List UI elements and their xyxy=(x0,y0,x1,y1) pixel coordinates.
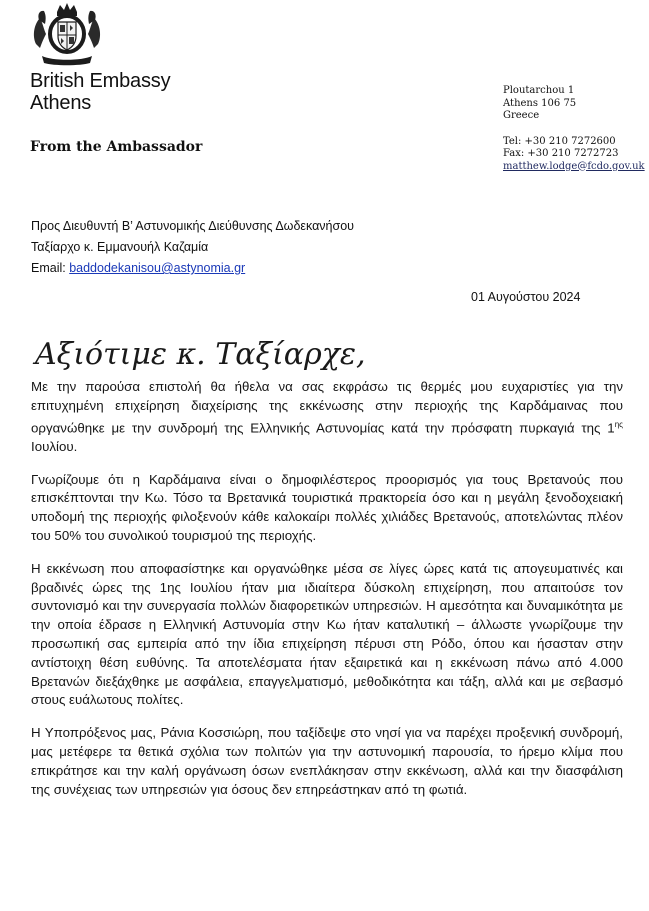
paragraph-3: Η εκκένωση που αποφασίστηκε και οργανώθηκε μέσα σε λίγες ώρες κατά τις απογευματινές και βραδινές ώρες της 1ης Ιουλίου ήταν μια ιδιαίτερα δύσκολη επιχείρηση, που απαιτούσε τον συντονισμό και την συνεργασία πολλών διαφορετικών υπηρεσιών. Η αμεσότητα και δυναμικότητα με την οποία έδρασε η Ελληνική Αστυνομία στην Κω ήταν καταλυτική – άλλωστε γνωρίζουμε την προσωπική σας εμπειρία από την ίδια επιχείρηση πέρυσι στη Ρόδο, όπου και ήσασταν στην αντίστοιχη θέση ευθύνης. Τα αποτελέσματα ήταν εξαιρετικά και η εκκένωση πάνω από 4.000 Βρετανών διεξάχθηκε με ασφάλεια, επαγγελματισμό, μεθοδικότητα και τάξη, αλλά και με σεβασμό στους ευάλωτους πολίτες. xyxy=(31,560,623,708)
address-city: Athens 106 75 xyxy=(503,97,577,109)
paragraph-1 xyxy=(31,378,623,457)
address-fax: Fax: +30 210 7272723 xyxy=(503,148,619,159)
recipient-email-link[interactable]: baddodekanisou@astynomia.gr xyxy=(69,261,246,275)
embassy-name xyxy=(30,70,170,114)
paragraph-1-end: Ιουλίου. xyxy=(31,438,78,454)
recipient-block xyxy=(31,216,354,279)
royal-coat-of-arms-icon xyxy=(30,0,104,66)
handwritten-salutation xyxy=(31,330,371,374)
recipient-line2: Ταξίαρχο κ. Εμμανουήλ Καζαμία xyxy=(31,240,209,254)
address-tel: Tel: +30 210 7272600 xyxy=(503,135,616,147)
address-street: Ploutarchou 1 xyxy=(503,85,575,96)
paragraph-4: Η Υποπρόξενος μας, Ράνια Κοσσιώρη, που ταξίδεψε στο νησί για να παρέχει προξενική συνδρομή, μας μετέφερε τα θετικά σχόλια των πολιτών για την αστυνομική παρουσία, το ήρεμο κλίμα που επικράτησε και την καλή οργάνωση όσων ενεπλάκησαν στην εκκένωση, αλλά και την διασφάλιση της συνέχειας των υπηρεσιών για όσους δεν επηρεάστηκαν από τη φωτιά. xyxy=(31,725,623,797)
ambassador-email-link[interactable]: matthew.lodge@fcdo.gov.uk xyxy=(503,160,645,172)
recipient-email-label: Email: xyxy=(31,261,70,275)
letter-date: 01 Αυγούστου 2024 xyxy=(471,290,581,304)
from-line: From the Ambassador xyxy=(30,139,203,155)
letter-body xyxy=(31,378,623,813)
paragraph-1-text: Με την παρούσα επιστολή θα ήθελα να σας εκφράσω τις θερμές μου ευχαριστίες για την επιτυχημένη επιχείρηση διαχείρισης της εκκένωσης στην περιοχής της Καρδάμαινας που οργανώθηκε με την συνδρομή της Ελληνικής Αστυνομίας κατά την πρόσφατη πυρκαγιά της 1 xyxy=(31,379,623,436)
paragraph-1-superscript: ης xyxy=(614,419,623,429)
address-country: Greece xyxy=(503,110,540,121)
embassy-name-line1: British Embassy xyxy=(30,70,171,92)
embassy-name-line2: Athens xyxy=(30,92,92,114)
embassy-address xyxy=(503,85,645,173)
salutation-text: Αξιότιμε κ. Ταξίαρχε, xyxy=(35,337,366,372)
recipient-line1: Προς Διευθυντή Β’ Αστυνομικής Διεύθυνσης Δωδεκανήσου xyxy=(31,219,354,233)
paragraph-2: Γνωρίζουμε ότι η Καρδάμαινα είναι ο δημοφιλέστερος προορισμός για τους Βρετανούς που επισκέπτονται την Κω. Τόσο τα Βρετανικά τουριστικά πρακτορεία όσο και η μεγάλη ξενοδοχειακή υποδομή της περιοχής φιλοξενούν κάθε καλοκαίρι πολλές χιλιάδες Βρετανούς, αποτελώντας πλέον του 50% του συνολικού τουρισμού της περιοχής. xyxy=(31,471,623,543)
recipient-email-row xyxy=(31,258,354,279)
